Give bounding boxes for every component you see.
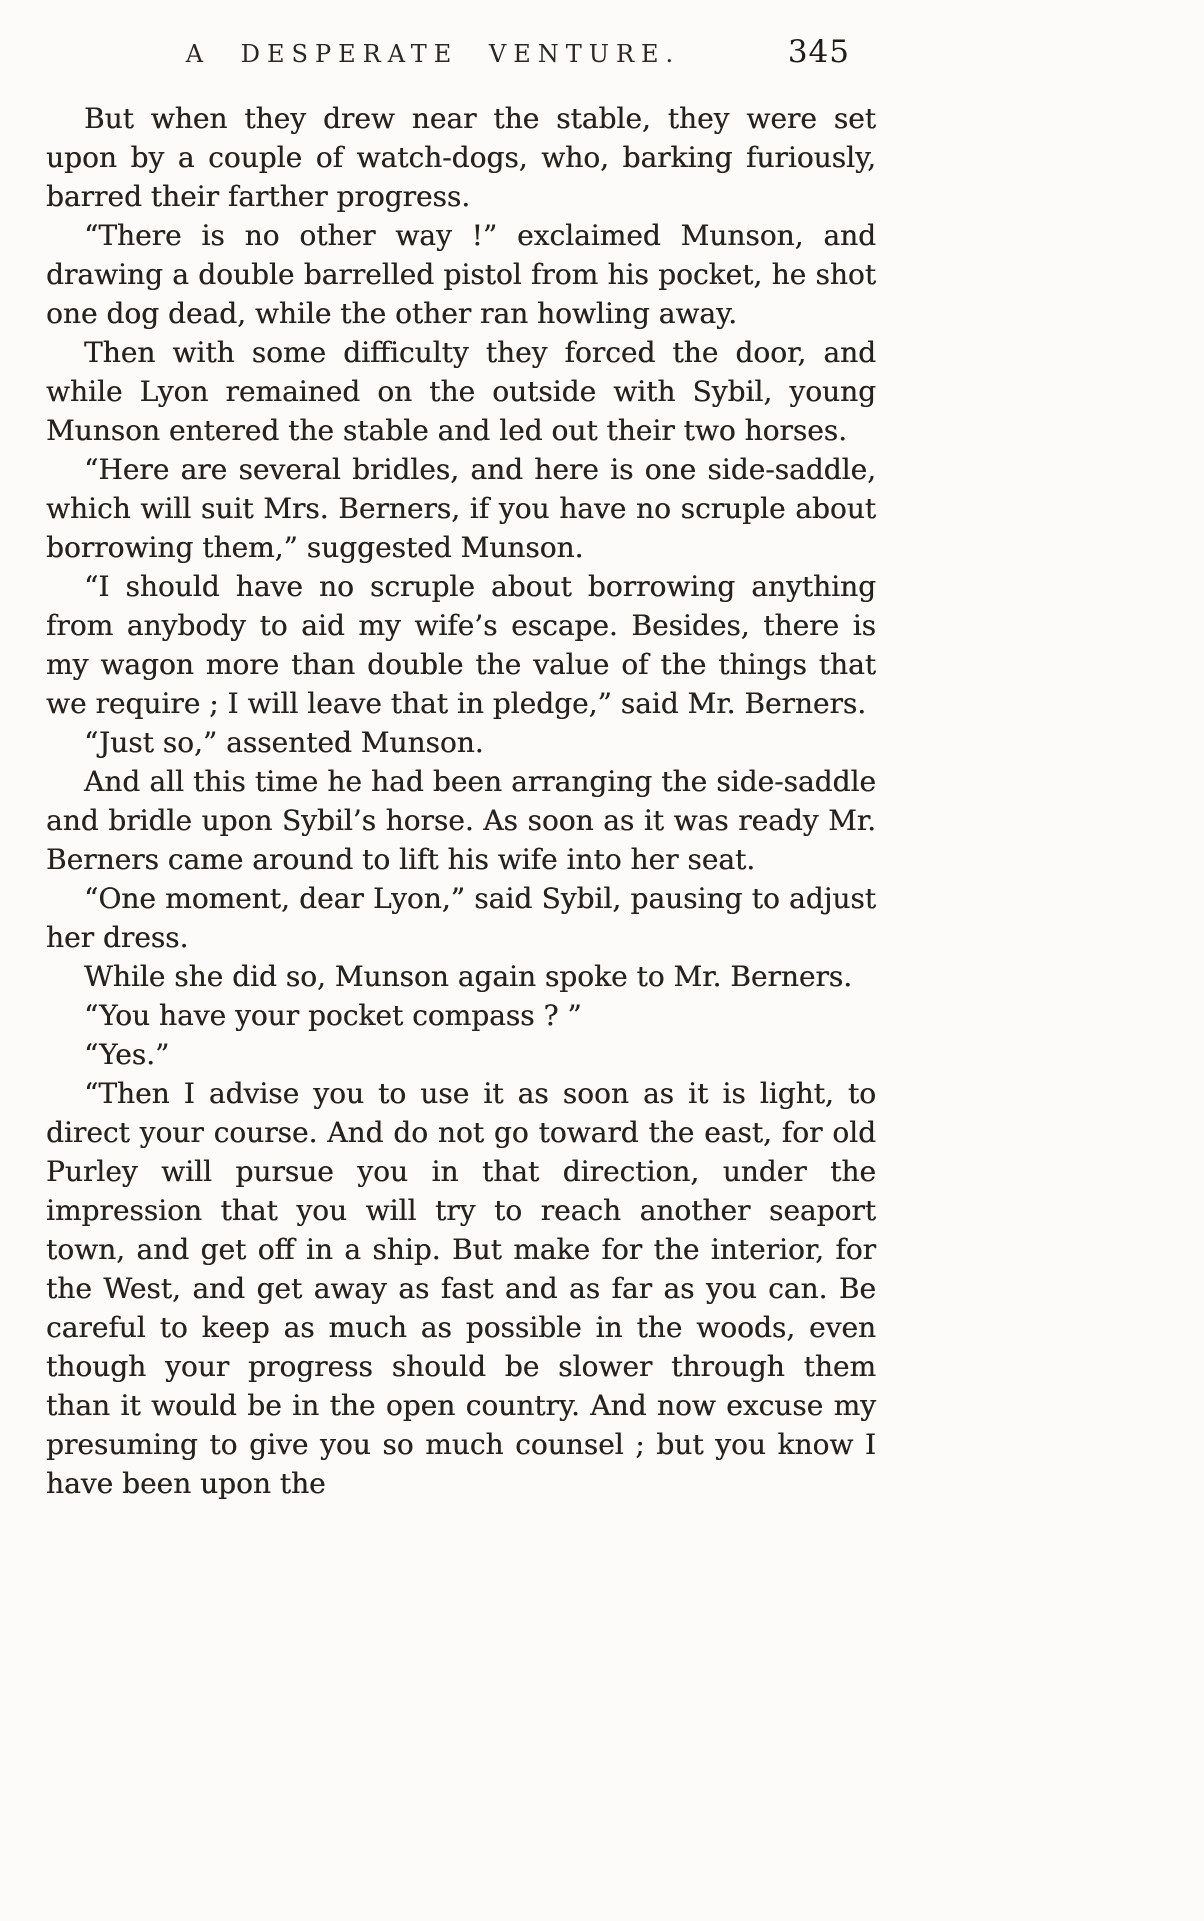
paragraph-7: And all this time he had been arranging the side-saddle and bridle upon Sybil’s horse. As soon as it was ready Mr. Berners came around to lift his wife into her seat. [46, 765, 876, 876]
paragraph-8: “One moment, dear Lyon,” said Sybil, pausing to adjust her dress. [46, 882, 876, 954]
paragraph-4: “Here are several bridles, and here is one side-saddle, which will suit Mrs. Berners, if you have no scruple about borrowing them,” suggested Munson. [46, 453, 876, 564]
paragraph-12: “Then I advise you to use it as soon as it is light, to direct your course. And do not go toward the east, for old Purley will pursue you in that direction, under the impression that you will try to reach another seaport town, and get off in a ship. But make for the interior, for the West, and get away as fast and as far as you can. Be careful to keep as much as possible in the woods, even though your progress should be slower through them than it would be in the open country. And now excuse my presuming to give you so much counsel ; but you know I have been upon the [46, 1077, 876, 1500]
running-title: A DESPERATE VENTURE. [185, 40, 681, 68]
paragraph-9: While she did so, Munson again spoke to Mr. Berners. [84, 960, 853, 993]
paragraph-3: Then with some difficulty they forced the door, and while Lyon remained on the outside with Sybil, young Munson entered the stable and led out their two horses. [46, 336, 876, 447]
paragraph-2: “There is no other way !” exclaimed Munson, and drawing a double barrelled pistol from his pocket, he shot one dog dead, while the other ran howling away. [46, 219, 876, 330]
paragraph-1: But when they drew near the stable, they were set upon by a couple of watch-dogs, who, barking furiously, barred their farther progress. [46, 102, 876, 213]
paragraph-6: “Just so,” assented Munson. [84, 726, 484, 759]
paragraph-5: “I should have no scruple about borrowing anything from anybody to aid my wife’s escape. Besides, there is my wagon more than double the value of the things that we require ; I will leave that in pledge,” said Mr. Berners. [46, 570, 876, 720]
paragraph-10: “You have your pocket compass ? ” [84, 999, 582, 1032]
page-number: 345 [787, 34, 850, 70]
page-body [46, 99, 876, 1503]
paragraph-11: “Yes.” [84, 1038, 170, 1071]
page-header [48, 34, 878, 80]
